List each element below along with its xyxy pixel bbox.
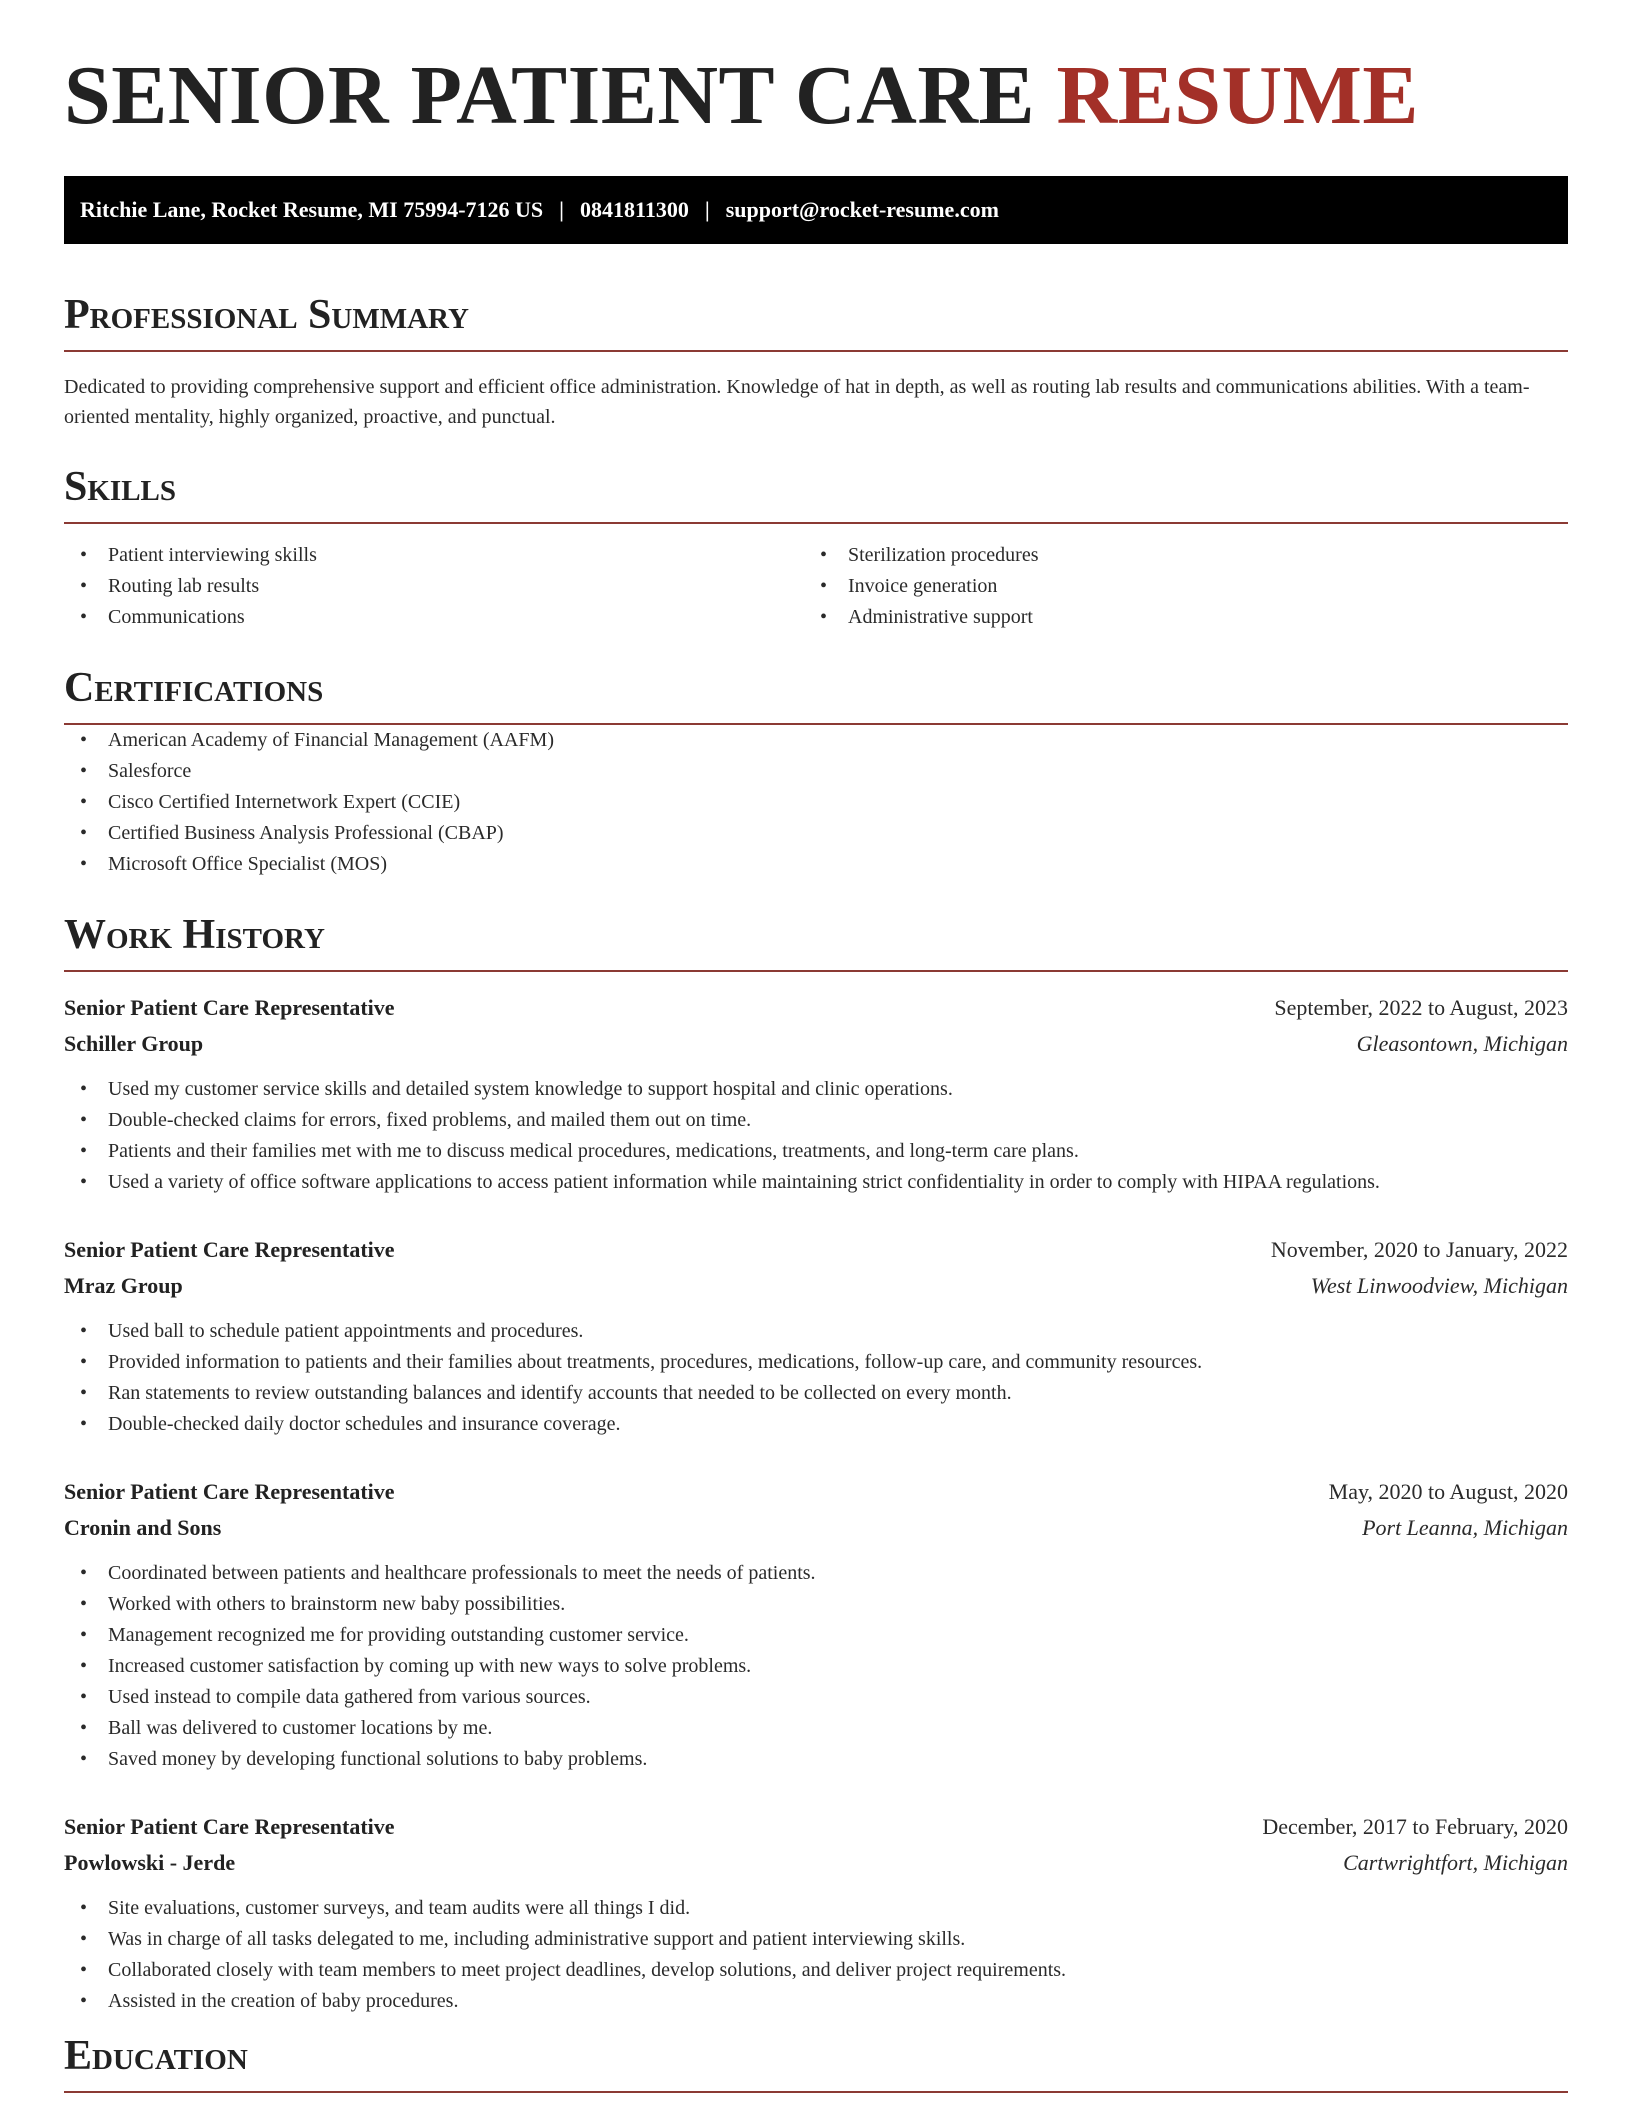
skill-item: • Invoice generation (804, 571, 1544, 602)
job-title: Senior Patient Care Representative (64, 995, 395, 1020)
skill-item: • Communications (64, 602, 804, 633)
job-duty: • Management recognized me for providing outstanding customer service. (64, 1620, 1568, 1651)
job-duty: • Ball was delivered to customer locations by me. (64, 1713, 1568, 1744)
section-heading: Certifications (64, 667, 1568, 725)
job-dates: December, 2017 to February, 2020 (1262, 1814, 1568, 1839)
job-header-row (64, 1474, 1568, 1510)
job-location: West Linwoodview, Michigan (1310, 1273, 1568, 1298)
certification-item: • Microsoft Office Specialist (MOS) (64, 849, 1568, 880)
job-entry (64, 1232, 1568, 1440)
job-company-row (64, 1510, 1568, 1546)
section-heading: Education (64, 2035, 1568, 2093)
job-duty: • Collaborated closely with team members to meet project deadlines, develop solutions, and deliver project requirements. (64, 1955, 1568, 1986)
skills-list-right (804, 540, 1544, 633)
contact-address: Ritchie Lane, Rocket Resume, MI 75994-7126 US (80, 197, 544, 222)
skill-item: • Patient interviewing skills (64, 540, 804, 571)
job-company: Schiller Group (64, 1031, 204, 1056)
skills-section (64, 466, 1568, 633)
job-location: Cartwrightfort, Michigan (1343, 1850, 1568, 1875)
education-section (64, 2035, 1568, 2093)
job-dates: November, 2020 to January, 2022 (1270, 1237, 1568, 1262)
section-heading: Skills (64, 466, 1568, 524)
title-main: SENIOR PATIENT CARE (64, 49, 1036, 142)
section-heading: Professional Summary (64, 294, 1568, 352)
job-entry (64, 990, 1568, 1198)
job-title: Senior Patient Care Representative (64, 1479, 395, 1504)
job-duties-list (64, 1558, 1568, 1775)
professional-summary-section (64, 294, 1568, 432)
job-duties-list (64, 1893, 1568, 2017)
job-duty: • Site evaluations, customer surveys, and team audits were all things I did. (64, 1893, 1568, 1924)
resume-title (64, 0, 1568, 142)
job-dates: September, 2022 to August, 2023 (1274, 995, 1568, 1020)
job-location: Gleasontown, Michigan (1356, 1031, 1568, 1056)
title-accent: RESUME (1056, 49, 1419, 142)
job-duty: • Provided information to patients and their families about treatments, procedures, medications, follow-up care, and community resources. (64, 1347, 1568, 1378)
job-title: Senior Patient Care Representative (64, 1814, 395, 1839)
certifications-section (64, 667, 1568, 880)
job-header-row (64, 1232, 1568, 1268)
section-heading: Work History (64, 914, 1568, 972)
job-duty: • Used instead to compile data gathered from various sources. (64, 1682, 1568, 1713)
job-company: Mraz Group (64, 1273, 183, 1298)
job-duty: • Increased customer satisfaction by coming up with new ways to solve problems. (64, 1651, 1568, 1682)
job-duty: • Used my customer service skills and detailed system knowledge to support hospital and clinic operations. (64, 1074, 1568, 1105)
job-duty: • Used a variety of office software applications to access patient information while maintaining strict confidentiality in order to comply with HIPAA regulations. (64, 1167, 1568, 1198)
skill-item: • Routing lab results (64, 571, 804, 602)
certification-item: • American Academy of Financial Management (AAFM) (64, 725, 1568, 756)
job-duties-list (64, 1074, 1568, 1198)
job-company-row (64, 1845, 1568, 1881)
contact-separator: | (704, 197, 710, 222)
job-entry (64, 1474, 1568, 1775)
job-duty: • Was in charge of all tasks delegated to me, including administrative support and patient interviewing skills. (64, 1924, 1568, 1955)
job-dates: May, 2020 to August, 2020 (1328, 1479, 1568, 1504)
job-company-row (64, 1026, 1568, 1062)
job-duty: • Double-checked daily doctor schedules and insurance coverage. (64, 1409, 1568, 1440)
work-history-section (64, 914, 1568, 2017)
job-duty: • Patients and their families met with me to discuss medical procedures, medications, treatments, and long-term care plans. (64, 1136, 1568, 1167)
job-company-row (64, 1268, 1568, 1304)
job-company: Powlowski - Jerde (64, 1850, 236, 1875)
job-header-row (64, 1809, 1568, 1845)
job-title: Senior Patient Care Representative (64, 1237, 395, 1262)
job-location: Port Leanna, Michigan (1362, 1515, 1568, 1540)
job-header-row (64, 990, 1568, 1026)
job-duty: • Coordinated between patients and healthcare professionals to meet the needs of patients. (64, 1558, 1568, 1589)
job-company: Cronin and Sons (64, 1515, 222, 1540)
job-entry (64, 1809, 1568, 2017)
job-duty: • Double-checked claims for errors, fixed problems, and mailed them out on time. (64, 1105, 1568, 1136)
contact-email: support@rocket-resume.com (725, 197, 999, 222)
job-duties-list (64, 1316, 1568, 1440)
certifications-list (64, 725, 1568, 880)
skill-item: • Administrative support (804, 602, 1544, 633)
job-duty: • Used ball to schedule patient appointments and procedures. (64, 1316, 1568, 1347)
job-duty: • Saved money by developing functional solutions to baby problems. (64, 1744, 1568, 1775)
summary-text: Dedicated to providing comprehensive support and efficient office administration. Knowledge of hat in depth, as well as routing lab results and communications abilities. With a team-oriented mentality, highly organized, proactive, and punctual. (64, 376, 1530, 428)
job-duty: • Worked with others to brainstorm new baby possibilities. (64, 1589, 1568, 1620)
skills-list-left (64, 540, 804, 633)
certification-item: • Cisco Certified Internetwork Expert (CCIE) (64, 787, 1568, 818)
job-duty: • Assisted in the creation of baby procedures. (64, 1986, 1568, 2017)
resume-page (64, 0, 1568, 2093)
contact-phone: 0841811300 (580, 197, 689, 222)
job-duty: • Ran statements to review outstanding balances and identify accounts that needed to be collected on every month. (64, 1378, 1568, 1409)
skills-columns (64, 540, 1568, 633)
certification-item: • Certified Business Analysis Professional (CBAP) (64, 818, 1568, 849)
certification-item: • Salesforce (64, 756, 1568, 787)
skill-item: • Sterilization procedures (804, 540, 1544, 571)
contact-bar (64, 176, 1568, 244)
contact-separator: | (559, 197, 565, 222)
